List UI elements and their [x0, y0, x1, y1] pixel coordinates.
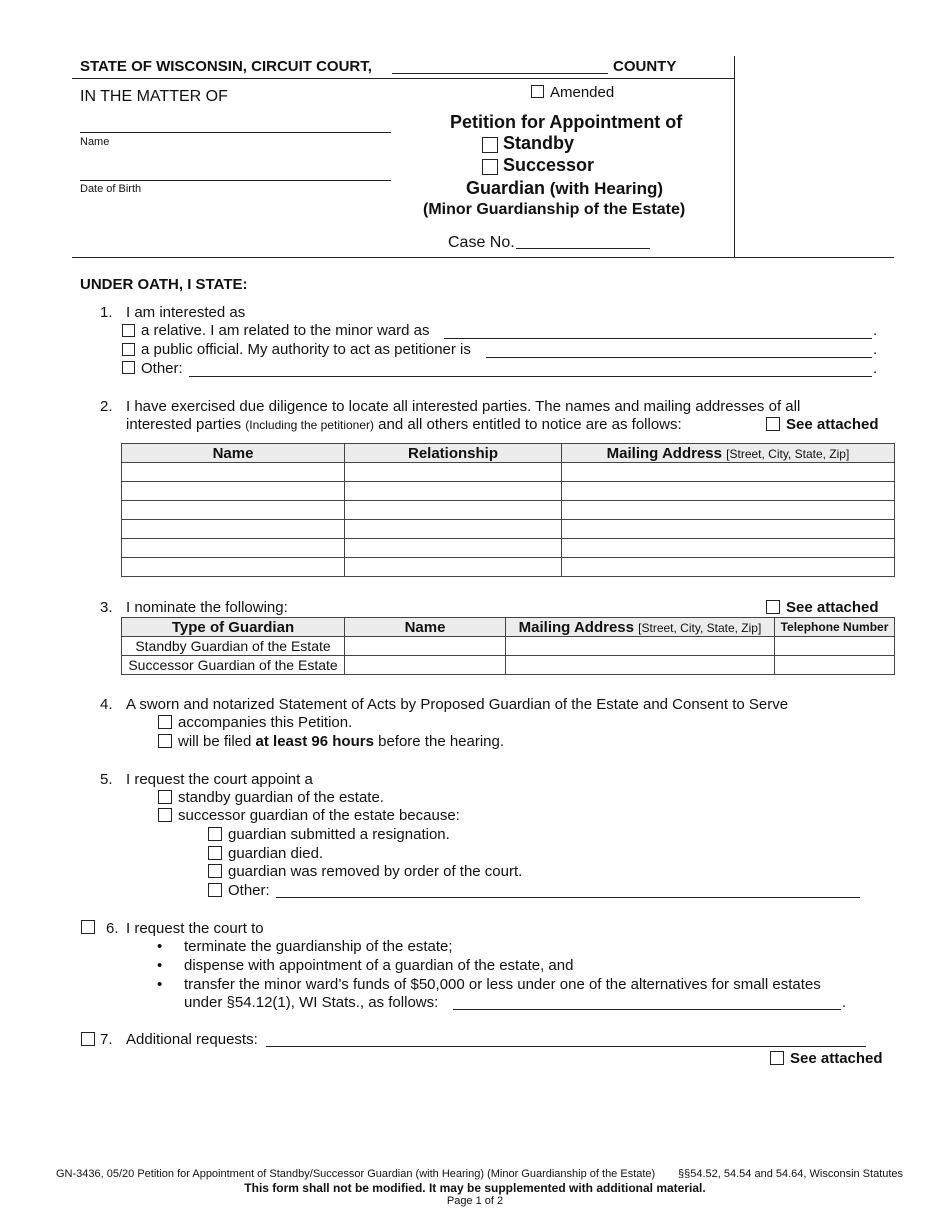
form-id: GN-3436, 05/20 Petition for Appointment of Standby/Successor Guardian (with Hearing) (Minor Guardianship of the Estate) — [56, 1168, 656, 1180]
bullet-icon: • — [157, 938, 163, 955]
successor-address-cell[interactable] — [506, 656, 775, 675]
successor-checkbox[interactable] — [482, 159, 498, 175]
matter-label: IN THE MATTER OF — [80, 88, 228, 105]
successor-phone-cell[interactable] — [775, 656, 895, 675]
standby-checkbox[interactable] — [482, 137, 498, 153]
party-address-cell[interactable] — [562, 501, 895, 520]
table-row — [122, 558, 895, 577]
item7-see-attached-label: See attached — [790, 1050, 883, 1067]
party-name-cell[interactable] — [122, 501, 345, 520]
party-relationship-cell[interactable] — [345, 539, 562, 558]
standby-address-cell[interactable] — [506, 637, 775, 656]
item2-line1: I have exercised due diligence to locate all interested parties. The names and mailing addresses of all — [126, 398, 801, 415]
standby-guardian-label: standby guardian of the estate. — [178, 789, 384, 806]
standby-row-label: Standby Guardian of the Estate — [122, 637, 345, 656]
party-relationship-cell[interactable] — [345, 501, 562, 520]
relative-checkbox[interactable] — [122, 324, 135, 337]
party-relationship-cell[interactable] — [345, 482, 562, 501]
party-address-cell[interactable] — [562, 463, 895, 482]
interested-parties-table — [121, 443, 895, 577]
successor-guardian-label: successor guardian of the estate because: — [178, 807, 460, 824]
col-relationship: Relationship — [345, 444, 562, 463]
resignation-label: guardian submitted a resignation. — [228, 826, 450, 843]
other-reason-checkbox[interactable] — [208, 883, 222, 897]
col-name: Name — [122, 444, 345, 463]
other-interest-checkbox[interactable] — [122, 361, 135, 374]
col-phone: Telephone Number — [775, 618, 895, 637]
table-row — [122, 482, 895, 501]
party-name-cell[interactable] — [122, 482, 345, 501]
name-label: Name — [80, 136, 110, 148]
page-number: Page 1 of 2 — [446, 1195, 504, 1207]
relative-label: a relative. I am related to the minor ward as — [141, 322, 430, 339]
county-field[interactable] — [392, 73, 608, 74]
footer-notice: This form shall not be modified. It may be supplemented with additional material. — [244, 1181, 706, 1195]
accompanies-checkbox[interactable] — [158, 715, 172, 729]
removed-checkbox[interactable] — [208, 864, 222, 878]
col-address: Mailing Address [Street, City, State, Zip] — [506, 618, 775, 637]
oath-heading: UNDER OATH, I STATE: — [80, 276, 248, 293]
bullet2-text: dispense with appointment of a guardian of the estate, and — [184, 957, 574, 974]
item6-checkbox[interactable] — [81, 920, 95, 934]
small-estate-field[interactable] — [453, 1009, 841, 1010]
item7-see-attached-checkbox[interactable] — [770, 1051, 784, 1065]
will-be-filed-label: will be filed — [178, 733, 252, 750]
item2-line2c: and all others entitled to notice are as follows: — [378, 416, 682, 433]
other-reason-field[interactable] — [276, 897, 860, 898]
item6-number: 6. — [106, 920, 119, 937]
col-type: Type of Guardian — [122, 618, 345, 637]
died-label: guardian died. — [228, 845, 324, 862]
hours-label: at least 96 hours — [255, 733, 374, 750]
county-label: COUNTY — [613, 58, 677, 75]
item3-see-attached-label: See attached — [786, 599, 879, 616]
relative-field[interactable] — [444, 338, 872, 339]
successor-name-cell[interactable] — [345, 656, 506, 675]
item7-number: 7. — [100, 1031, 113, 1048]
party-name-cell[interactable] — [122, 520, 345, 539]
accompanies-label: accompanies this Petition. — [178, 714, 353, 731]
party-address-cell[interactable] — [562, 520, 895, 539]
title-line1: Petition for Appointment of — [450, 112, 683, 132]
item2-line2b: (Including the petitioner) — [245, 418, 374, 432]
official-checkbox[interactable] — [122, 343, 135, 356]
other-reason-label: Other: — [228, 882, 270, 899]
case-no-field[interactable] — [516, 248, 650, 249]
case-no-label: Case No. — [448, 234, 515, 251]
other-interest-field[interactable] — [189, 376, 872, 377]
died-checkbox[interactable] — [208, 846, 222, 860]
resignation-checkbox[interactable] — [208, 827, 222, 841]
other-interest-label: Other: — [141, 360, 183, 377]
item2-line2a: interested parties — [126, 416, 242, 433]
period: . — [842, 994, 847, 1011]
header-divider — [72, 78, 734, 79]
removed-label: guardian was removed by order of the court. — [228, 863, 523, 880]
item4-number: 4. — [100, 696, 113, 713]
additional-requests-field[interactable] — [266, 1046, 866, 1047]
party-address-cell[interactable] — [562, 539, 895, 558]
party-relationship-cell[interactable] — [345, 463, 562, 482]
item3-text: I nominate the following: — [126, 599, 288, 616]
table-row — [122, 539, 895, 558]
successor-row-label: Successor Guardian of the Estate — [122, 656, 345, 675]
item3-see-attached-checkbox[interactable] — [766, 600, 780, 614]
item3-number: 3. — [100, 599, 113, 616]
party-name-cell[interactable] — [122, 463, 345, 482]
title-guardian: Guardian — [466, 178, 546, 198]
standby-guardian-checkbox[interactable] — [158, 790, 172, 804]
amended-checkbox[interactable] — [531, 85, 544, 98]
bullet3-text: transfer the minor ward’s funds of $50,000 or less under one of the alternatives for small estates — [184, 976, 821, 993]
col-address: Mailing Address [Street, City, State, Zip] — [562, 444, 895, 463]
statutes: §§54.52, 54.54 and 54.64, Wisconsin Statutes — [678, 1168, 904, 1180]
table-row — [122, 520, 895, 539]
title-with-hearing: (with Hearing) — [549, 179, 664, 198]
col-name: Name — [345, 618, 506, 637]
item5-number: 5. — [100, 771, 113, 788]
party-relationship-cell[interactable] — [345, 558, 562, 577]
dob-field[interactable] — [80, 180, 391, 181]
header-vertical-divider — [734, 56, 735, 258]
period: . — [873, 341, 878, 358]
title-line4: (Minor Guardianship of the Estate) — [423, 201, 686, 218]
item7-checkbox[interactable] — [81, 1032, 95, 1046]
period: . — [873, 360, 878, 377]
party-name-cell[interactable] — [122, 539, 345, 558]
party-address-cell[interactable] — [562, 482, 895, 501]
official-label: a public official. My authority to act as petitioner is — [141, 341, 471, 358]
item2-see-attached-label: See attached — [786, 416, 879, 433]
party-address-cell[interactable] — [562, 558, 895, 577]
header-bottom-rule — [72, 257, 894, 258]
item2-see-attached-checkbox[interactable] — [766, 417, 780, 431]
bullet3-text-cont: under §54.12(1), WI Stats., as follows: — [184, 994, 439, 1011]
table-row — [122, 637, 895, 656]
standby-label: Standby — [503, 133, 575, 153]
table-row — [122, 501, 895, 520]
nominee-table — [121, 617, 895, 675]
will-be-filed-checkbox[interactable] — [158, 734, 172, 748]
bullet-icon: • — [157, 976, 163, 993]
official-field[interactable] — [486, 357, 872, 358]
name-field[interactable] — [80, 132, 391, 133]
item4-text: A sworn and notarized Statement of Acts by Proposed Guardian of the Estate and Consent to Serve — [126, 696, 789, 713]
dob-label: Date of Birth — [80, 183, 142, 195]
bullet1-text: terminate the guardianship of the estate; — [184, 938, 453, 955]
court-label: STATE OF WISCONSIN, CIRCUIT COURT, — [80, 58, 372, 75]
successor-guardian-checkbox[interactable] — [158, 808, 172, 822]
item7-text: Additional requests: — [126, 1031, 258, 1048]
item6-text: I request the court to — [126, 920, 264, 937]
party-relationship-cell[interactable] — [345, 520, 562, 539]
standby-phone-cell[interactable] — [775, 637, 895, 656]
successor-label: Successor — [503, 155, 595, 175]
party-name-cell[interactable] — [122, 558, 345, 577]
period: . — [873, 322, 878, 339]
bullet-icon: • — [157, 957, 163, 974]
standby-name-cell[interactable] — [345, 637, 506, 656]
item5-text: I request the court appoint a — [126, 771, 313, 788]
amended-label: Amended — [550, 84, 615, 101]
table-row — [122, 463, 895, 482]
before-hearing-label: before the hearing. — [378, 733, 505, 750]
item2-number: 2. — [100, 398, 113, 415]
table-row — [122, 656, 895, 675]
item1-text: I am interested as — [126, 304, 246, 321]
item1-number: 1. — [100, 304, 113, 321]
